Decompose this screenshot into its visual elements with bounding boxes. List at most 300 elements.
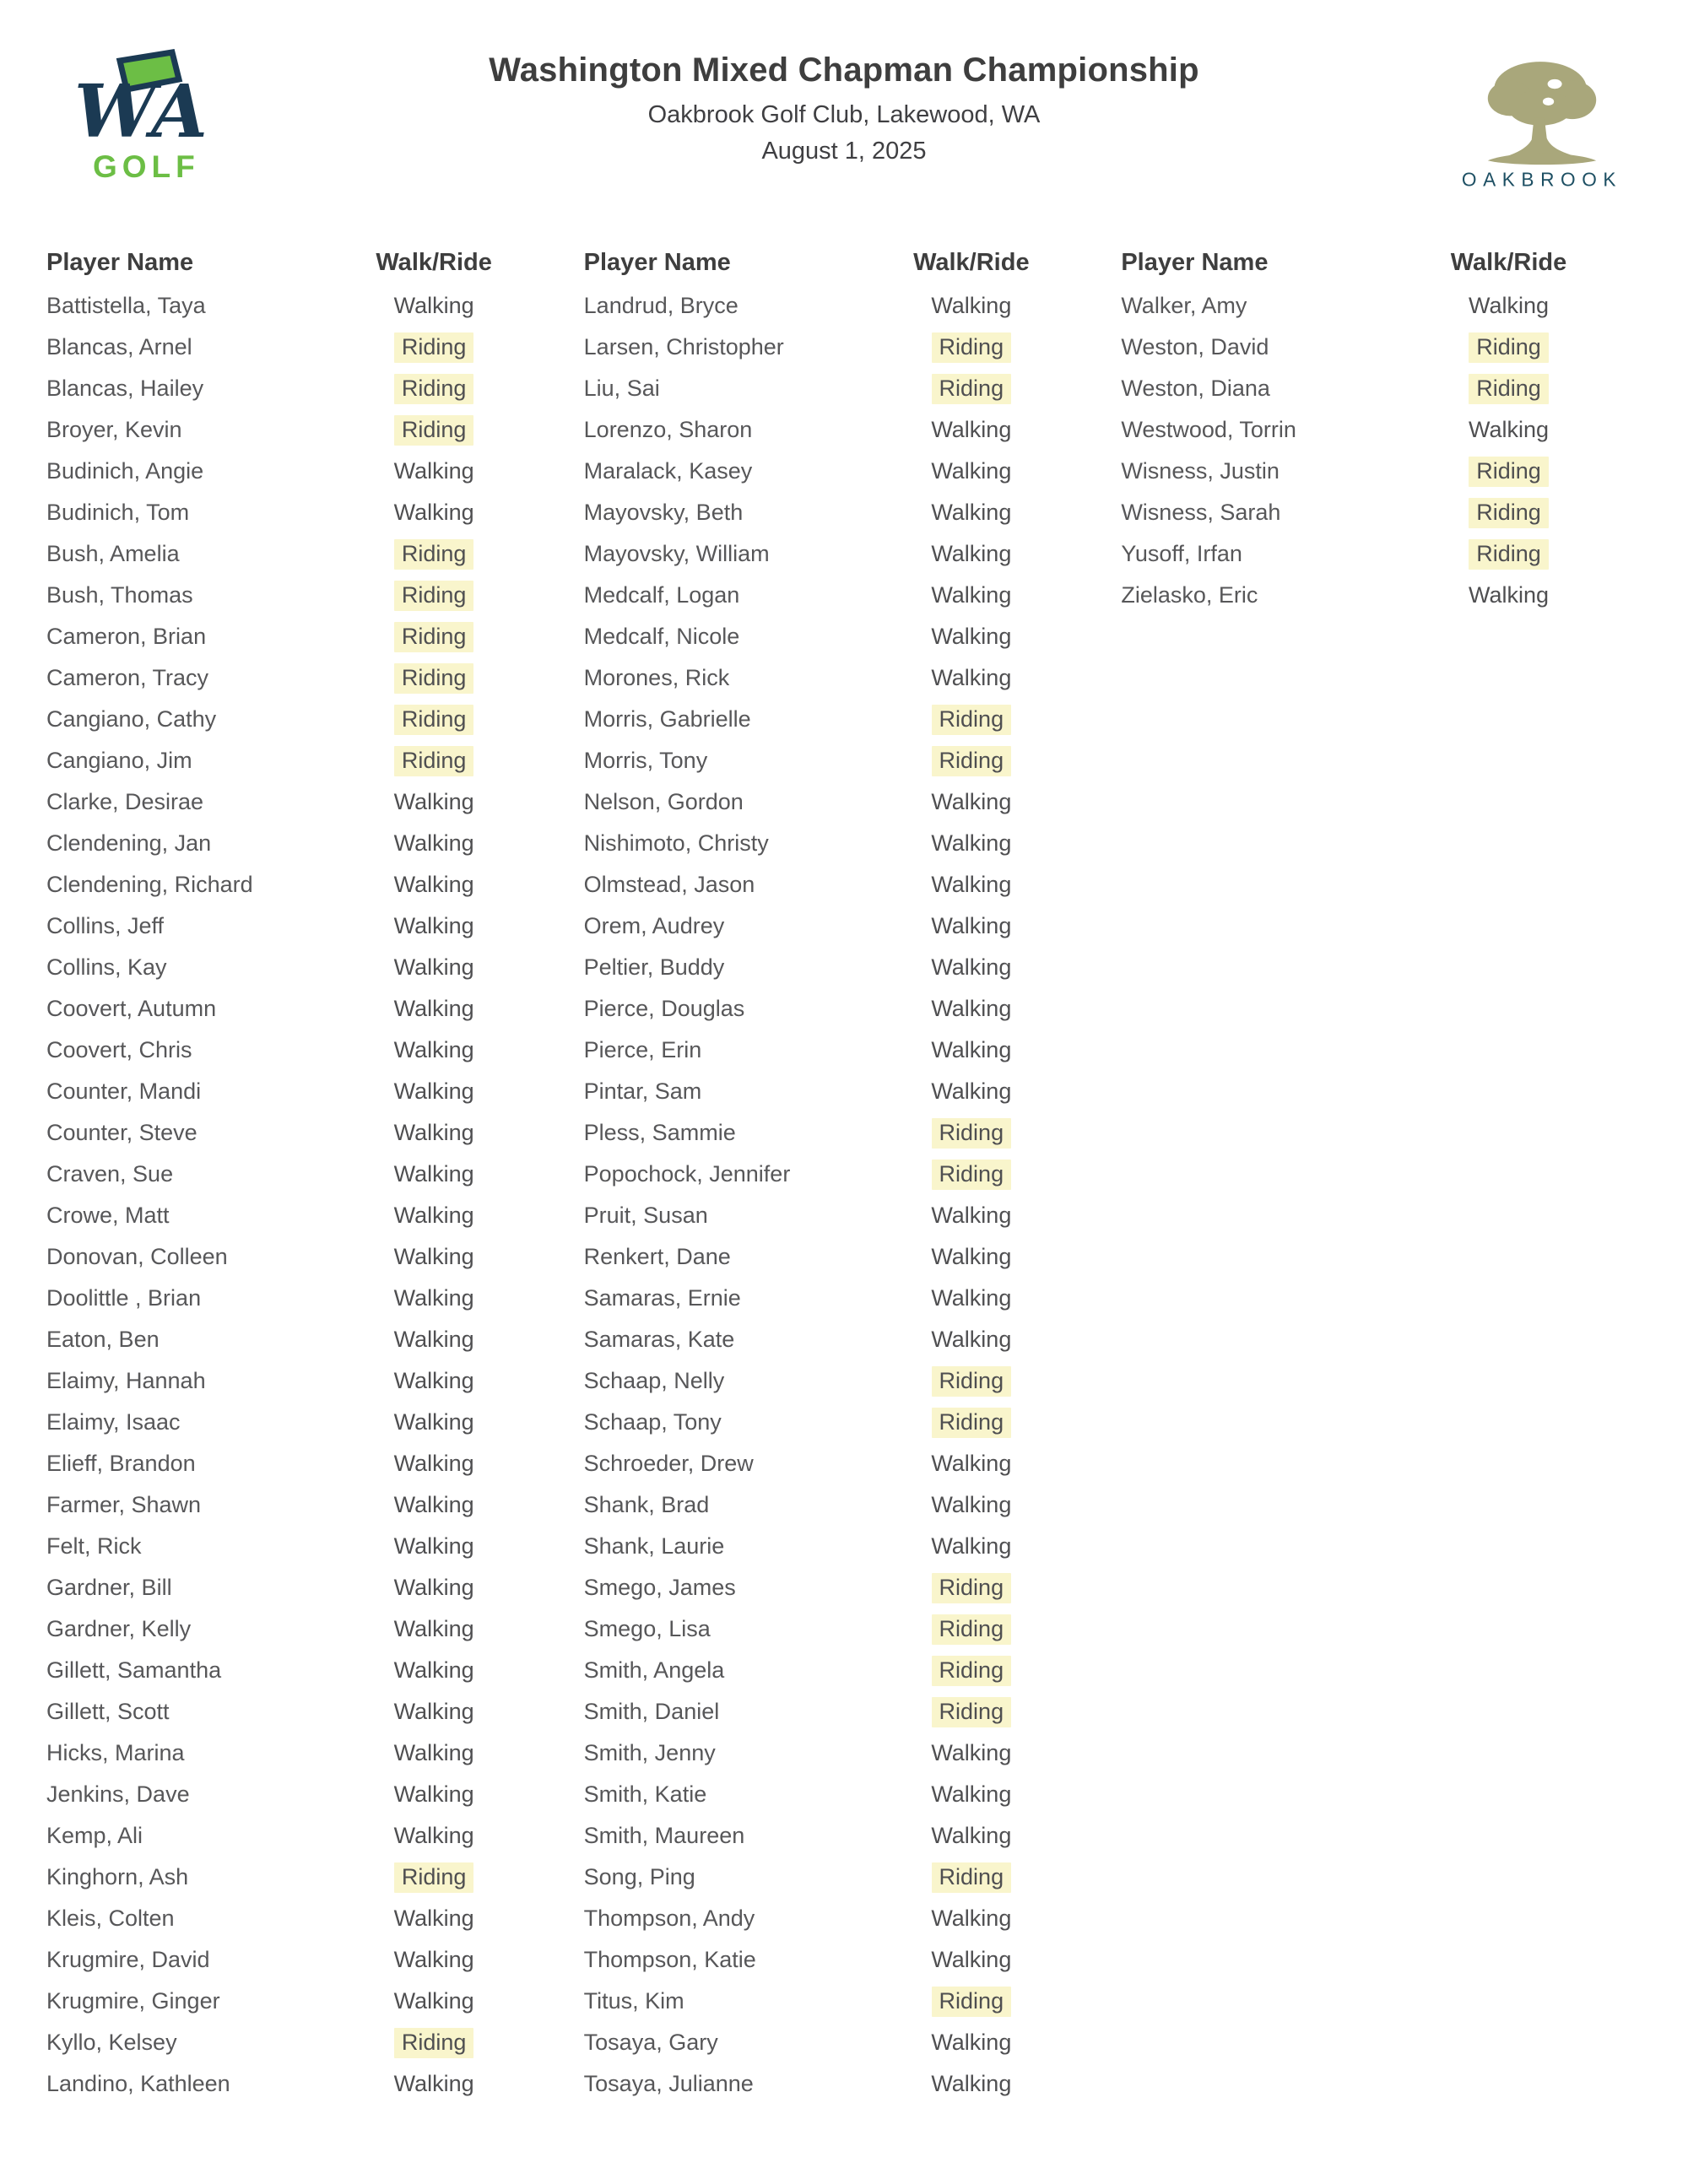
table-row [46, 1195, 525, 1236]
walk-ride-status: Riding [1469, 457, 1549, 487]
walk-ride-status: Walking [393, 1533, 474, 1559]
table-row [584, 1608, 1063, 1650]
walk-ride-cell [344, 1201, 525, 1231]
walk-ride-cell [344, 1366, 525, 1397]
walk-ride-cell [880, 953, 1062, 983]
player-name: Broyer, Kevin [46, 417, 182, 442]
player-name-header: Player Name [583, 248, 731, 276]
table-row [584, 1402, 1063, 1443]
walk-ride-cell [344, 1490, 525, 1521]
table-row [46, 1608, 525, 1650]
walk-ride-cell [344, 1242, 525, 1273]
walk-ride-cell [880, 1160, 1062, 1190]
player-name: Pruit, Susan [583, 1203, 708, 1228]
walk-ride-cell [344, 415, 525, 446]
walk-ride-status: Riding [394, 622, 474, 652]
walk-ride-status: Walking [393, 1987, 474, 2014]
player-name: Clarke, Desirae [46, 789, 204, 814]
player-name: Blancas, Hailey [46, 376, 204, 401]
walk-ride-cell [344, 1077, 525, 1107]
walk-ride-status: Riding [932, 1697, 1012, 1727]
table-row [584, 657, 1063, 699]
oakbrook-word: OAKBROOK [1461, 168, 1623, 191]
table-row [46, 409, 525, 451]
table-row [584, 616, 1063, 657]
walk-ride-cell [344, 2028, 525, 2058]
table-row [584, 1112, 1063, 1154]
walk-ride-cell [880, 622, 1062, 652]
player-name: Cangiano, Jim [46, 748, 192, 773]
table-row [46, 451, 525, 492]
table-row [46, 905, 525, 947]
player-name: Samaras, Ernie [583, 1285, 741, 1311]
walk-ride-cell [344, 1780, 525, 1810]
roster-rows [584, 285, 1063, 2105]
walk-ride-cell [1418, 291, 1599, 322]
table-row [46, 1071, 525, 1112]
table-row [584, 1360, 1063, 1402]
walk-ride-status: Walking [393, 1615, 474, 1641]
walk-ride-status: Walking [393, 1202, 474, 1228]
walk-ride-status: Walking [931, 1781, 1012, 1807]
walk-ride-cell [880, 1035, 1062, 1066]
player-name: Donovan, Colleen [46, 1244, 228, 1269]
walk-ride-status: Riding [394, 663, 474, 694]
walk-ride-cell [344, 1862, 525, 1893]
table-row [46, 1484, 525, 1526]
walk-ride-cell [880, 994, 1062, 1024]
walk-ride-status: Walking [393, 995, 474, 1021]
oak-tree-icon [1488, 62, 1596, 165]
player-name: Battistella, Taya [46, 293, 206, 318]
player-name: Titus, Kim [583, 1988, 684, 2014]
table-row [46, 1939, 525, 1981]
table-row [46, 864, 525, 905]
table-row [46, 1691, 525, 1733]
walk-ride-cell [880, 1987, 1062, 2017]
player-name: Nelson, Gordon [583, 789, 744, 814]
walk-ride-status: Walking [931, 1946, 1012, 1972]
walk-ride-status: Walking [931, 1326, 1012, 1352]
walk-ride-cell [1418, 332, 1599, 363]
walk-ride-status: Riding [394, 2028, 474, 2058]
player-name: Tosaya, Gary [583, 2030, 718, 2055]
walk-ride-cell [344, 1325, 525, 1355]
walk-ride-status: Walking [931, 416, 1012, 442]
walk-ride-cell [344, 2069, 525, 2100]
walk-ride-status: Riding [932, 1408, 1012, 1438]
table-row [584, 1815, 1063, 1857]
player-name: Shank, Brad [583, 1492, 710, 1517]
table-row [584, 864, 1063, 905]
walk-ride-status: Walking [931, 1533, 1012, 1559]
player-name: Elaimy, Hannah [46, 1368, 206, 1393]
table-row [46, 1898, 525, 1939]
table-row [46, 1402, 525, 1443]
table-row [584, 1278, 1063, 1319]
walk-ride-status: Walking [931, 954, 1012, 980]
table-row [46, 616, 525, 657]
walk-ride-status: Walking [393, 1284, 474, 1311]
player-name-header: Player Name [46, 248, 194, 276]
walk-ride-status: Riding [394, 415, 474, 446]
player-name: Maralack, Kasey [583, 458, 753, 484]
walk-ride-status: Walking [393, 1574, 474, 1600]
table-row [1121, 451, 1599, 492]
player-name: Jenkins, Dave [46, 1781, 190, 1807]
walk-ride-status: Riding [932, 705, 1012, 735]
walk-ride-cell [880, 1821, 1062, 1852]
player-name: Schroeder, Drew [583, 1451, 754, 1476]
player-name: Collins, Jeff [46, 913, 165, 938]
walk-ride-cell [1418, 457, 1599, 487]
table-row [46, 699, 525, 740]
table-row [584, 740, 1063, 781]
walk-ride-status: Riding [1469, 539, 1549, 570]
table-row [46, 1360, 525, 1402]
player-name: Gardner, Kelly [46, 1616, 192, 1641]
player-name: Collins, Kay [46, 954, 167, 980]
walk-ride-status: Walking [393, 1822, 474, 1848]
walk-ride-status: Walking [393, 1698, 474, 1724]
walk-ride-cell [1418, 498, 1599, 528]
table-row [584, 1898, 1063, 1939]
player-name: Gillett, Scott [46, 1699, 170, 1724]
walk-ride-cell [880, 663, 1062, 694]
walk-ride-status: Walking [931, 912, 1012, 938]
walk-ride-cell [880, 1780, 1062, 1810]
table-row [584, 1195, 1063, 1236]
table-row [584, 1443, 1063, 1484]
walk-ride-cell [344, 911, 525, 942]
walk-ride-status: Riding [394, 746, 474, 776]
walk-ride-cell [344, 1035, 525, 1066]
table-row [46, 781, 525, 823]
table-row [584, 988, 1063, 1030]
player-name: Medcalf, Logan [583, 582, 740, 608]
player-name: Lorenzo, Sharon [583, 417, 753, 442]
walk-ride-cell [880, 581, 1062, 611]
roster-rows [1121, 285, 1599, 616]
table-row [584, 1526, 1063, 1567]
walk-ride-status: Walking [931, 1739, 1012, 1765]
walk-ride-cell [344, 498, 525, 528]
walk-ride-cell [880, 1284, 1062, 1314]
table-row [46, 1154, 525, 1195]
walk-ride-status: Walking [393, 1946, 474, 1972]
player-name: Gillett, Samantha [46, 1657, 222, 1683]
table-row [584, 368, 1063, 409]
player-name: Larsen, Christopher [583, 334, 784, 359]
walk-ride-status: Walking [393, 1367, 474, 1393]
walk-ride-status: Walking [393, 292, 474, 318]
table-row [584, 2063, 1063, 2105]
player-name: Shank, Laurie [583, 1533, 725, 1559]
walk-ride-status: Walking [931, 1243, 1012, 1269]
player-name: Mayovsky, William [583, 541, 770, 566]
walk-ride-status: Walking [393, 1491, 474, 1517]
oakbrook-logo [1453, 49, 1631, 192]
table-row [584, 905, 1063, 947]
player-name: Medcalf, Nicole [583, 624, 740, 649]
table-row [46, 1236, 525, 1278]
table-row [1121, 575, 1599, 616]
table-row [46, 657, 525, 699]
walk-ride-cell [880, 498, 1062, 528]
walk-ride-status: Walking [393, 1326, 474, 1352]
walk-ride-cell [344, 1284, 525, 1314]
table-row [584, 575, 1063, 616]
walk-ride-cell [880, 1614, 1062, 1645]
walk-ride-cell [880, 1904, 1062, 1934]
player-name: Coovert, Chris [46, 1037, 192, 1062]
table-row [1121, 409, 1599, 451]
player-name: Smith, Angela [583, 1657, 725, 1683]
table-row [584, 1939, 1063, 1981]
walk-ride-status: Riding [394, 1862, 474, 1893]
player-name: Eaton, Ben [46, 1327, 160, 1352]
walk-ride-status: Walking [393, 1781, 474, 1807]
player-name: Hicks, Marina [46, 1740, 185, 1765]
table-row [584, 533, 1063, 575]
header-title-block [0, 51, 1688, 165]
walk-ride-cell [1418, 581, 1599, 611]
walk-ride-cell [344, 1987, 525, 2017]
walk-ride-cell [344, 1160, 525, 1190]
player-name: Blancas, Arnel [46, 334, 192, 359]
page-title: Washington Mixed Chapman Championship [489, 51, 1199, 89]
table-row [584, 699, 1063, 740]
player-name: Counter, Steve [46, 1120, 197, 1145]
walk-ride-status: Riding [1469, 332, 1549, 363]
player-name: Wisness, Sarah [1121, 500, 1281, 525]
player-name: Peltier, Buddy [583, 954, 725, 980]
player-name: Pierce, Douglas [583, 996, 745, 1021]
player-name: Cameron, Brian [46, 624, 207, 649]
table-row [584, 285, 1063, 327]
player-name: Smego, Lisa [583, 1616, 711, 1641]
walk-ride-status: Walking [931, 1202, 1012, 1228]
walk-ride-status: Walking [931, 292, 1012, 318]
player-name: Mayovsky, Beth [583, 500, 744, 525]
player-name: Cameron, Tracy [46, 665, 209, 690]
player-name: Smith, Jenny [583, 1740, 716, 1765]
table-row [46, 1443, 525, 1484]
walk-ride-cell [344, 291, 525, 322]
table-row [584, 1236, 1063, 1278]
player-name: Smith, Daniel [583, 1699, 720, 1724]
column-header-row [584, 243, 1063, 282]
walk-ride-cell [344, 1573, 525, 1603]
walk-ride-cell [344, 705, 525, 735]
player-name: Landino, Kathleen [46, 2071, 230, 2096]
walk-ride-status: Riding [394, 374, 474, 404]
player-name: Orem, Audrey [583, 913, 725, 938]
walk-ride-cell [880, 1573, 1062, 1603]
walk-ride-status: Riding [932, 1573, 1012, 1603]
walk-ride-status: Walking [393, 912, 474, 938]
walk-ride-status: Walking [931, 995, 1012, 1021]
walk-ride-status: Walking [931, 1036, 1012, 1062]
walk-ride-status: Walking [931, 2029, 1012, 2055]
player-name: Walker, Amy [1121, 293, 1247, 318]
table-row [584, 451, 1063, 492]
walk-ride-cell [880, 1945, 1062, 1976]
walk-ride-status: Walking [393, 2070, 474, 2096]
player-name: Popochock, Jennifer [583, 1161, 791, 1187]
table-row [46, 1733, 525, 1774]
table-row [46, 1526, 525, 1567]
table-row [584, 1030, 1063, 1071]
walk-ride-cell [1418, 539, 1599, 570]
venue-subtitle: Oakbrook Golf Club, Lakewood, WA [647, 101, 1041, 128]
player-name: Kyllo, Kelsey [46, 2030, 177, 2055]
walk-ride-cell [344, 1449, 525, 1479]
table-row [584, 781, 1063, 823]
walk-ride-cell [880, 911, 1062, 942]
table-row [46, 575, 525, 616]
walk-ride-cell [344, 1532, 525, 1562]
walk-ride-status: Walking [931, 1822, 1012, 1848]
roster-column-1 [46, 243, 525, 2105]
walk-ride-cell [344, 1904, 525, 1934]
walk-ride-status: Riding [1469, 498, 1549, 528]
player-name: Budinich, Angie [46, 458, 204, 484]
player-name: Craven, Sue [46, 1161, 174, 1187]
walk-ride-cell [344, 1118, 525, 1149]
player-name: Elaimy, Isaac [46, 1409, 181, 1435]
player-name: Weston, David [1121, 334, 1269, 359]
table-row [46, 1278, 525, 1319]
player-name: Smith, Maureen [583, 1823, 745, 1848]
walk-ride-status: Riding [932, 1987, 1012, 2017]
walk-ride-cell [344, 1408, 525, 1438]
table-row [1121, 492, 1599, 533]
walk-ride-cell [880, 291, 1062, 322]
walk-ride-cell [880, 787, 1062, 818]
walk-ride-status: Walking [931, 2070, 1012, 2096]
table-row [1121, 368, 1599, 409]
walk-ride-cell [880, 1366, 1062, 1397]
walk-ride-status: Walking [931, 623, 1012, 649]
walk-ride-status: Walking [931, 581, 1012, 608]
walk-ride-header: Walk/Ride [376, 248, 492, 276]
player-name: Tosaya, Julianne [583, 2071, 754, 2096]
walk-ride-status: Walking [393, 830, 474, 856]
table-row [46, 1319, 525, 1360]
table-row [584, 327, 1063, 368]
table-row [1121, 327, 1599, 368]
player-name: Pless, Sammie [583, 1120, 736, 1145]
table-row [46, 285, 525, 327]
player-name: Liu, Sai [583, 376, 660, 401]
walk-ride-status: Walking [393, 1408, 474, 1435]
table-row [46, 2022, 525, 2063]
player-name: Yusoff, Irfan [1121, 541, 1242, 566]
player-name: Cangiano, Cathy [46, 706, 217, 732]
player-name: Morris, Gabrielle [583, 706, 751, 732]
walk-ride-cell [344, 994, 525, 1024]
walk-ride-status: Walking [931, 1078, 1012, 1104]
walk-ride-cell [344, 581, 525, 611]
walk-ride-status: Riding [394, 332, 474, 363]
walk-ride-cell [880, 1697, 1062, 1727]
walk-ride-cell [880, 332, 1062, 363]
player-name: Smith, Katie [583, 1781, 707, 1807]
player-name: Felt, Rick [46, 1533, 142, 1559]
walk-ride-status: Riding [932, 1656, 1012, 1686]
table-row [46, 327, 525, 368]
walk-ride-status: Walking [393, 1243, 474, 1269]
table-row [46, 492, 525, 533]
walk-ride-status: Riding [932, 374, 1012, 404]
player-name: Weston, Diana [1121, 376, 1270, 401]
walk-ride-status: Riding [932, 1862, 1012, 1893]
walk-ride-status: Riding [932, 1614, 1012, 1645]
walk-ride-status: Walking [393, 1905, 474, 1931]
player-name: Krugmire, Ginger [46, 1988, 220, 2014]
walk-ride-status: Walking [393, 1450, 474, 1476]
walk-ride-cell [880, 1077, 1062, 1107]
walk-ride-status: Walking [393, 1160, 474, 1187]
walk-ride-status: Walking [393, 871, 474, 897]
table-row [584, 1650, 1063, 1691]
walk-ride-cell [344, 746, 525, 776]
column-header-row [46, 243, 525, 282]
table-row [46, 1112, 525, 1154]
walk-ride-cell [880, 1490, 1062, 1521]
walk-ride-status: Walking [931, 830, 1012, 856]
walk-ride-cell [344, 787, 525, 818]
table-row [46, 1650, 525, 1691]
walk-ride-cell [880, 1242, 1062, 1273]
table-row [46, 1815, 525, 1857]
table-row [584, 947, 1063, 988]
table-row [46, 1981, 525, 2022]
walk-ride-status: Riding [394, 581, 474, 611]
walk-ride-cell [344, 1821, 525, 1852]
walk-ride-cell [880, 1738, 1062, 1769]
table-row [584, 1733, 1063, 1774]
player-name: Nishimoto, Christy [583, 830, 769, 856]
walk-ride-cell [880, 1449, 1062, 1479]
walk-ride-cell [344, 539, 525, 570]
walk-ride-status: Riding [932, 1160, 1012, 1190]
walk-ride-status: Walking [393, 1078, 474, 1104]
player-name: Renkert, Dane [583, 1244, 731, 1269]
walk-ride-cell [880, 829, 1062, 859]
walk-ride-status: Walking [393, 499, 474, 525]
column-header-row [1121, 243, 1599, 282]
table-row [584, 1857, 1063, 1898]
table-row [46, 1774, 525, 1815]
wa-script-text: WA [74, 69, 208, 154]
walk-ride-cell [880, 1408, 1062, 1438]
table-row [584, 409, 1063, 451]
table-row [584, 1484, 1063, 1526]
walk-ride-status: Walking [1468, 416, 1550, 442]
walk-ride-status: Walking [931, 499, 1012, 525]
player-name: Thompson, Andy [583, 1906, 755, 1931]
player-name-header: Player Name [1121, 248, 1269, 276]
walk-ride-cell [344, 829, 525, 859]
player-name: Coovert, Autumn [46, 996, 217, 1021]
walk-ride-cell [344, 870, 525, 900]
player-name: Kleis, Colten [46, 1906, 175, 1931]
walk-ride-cell [344, 622, 525, 652]
walk-ride-cell [880, 1656, 1062, 1686]
walk-ride-status: Walking [931, 457, 1012, 484]
